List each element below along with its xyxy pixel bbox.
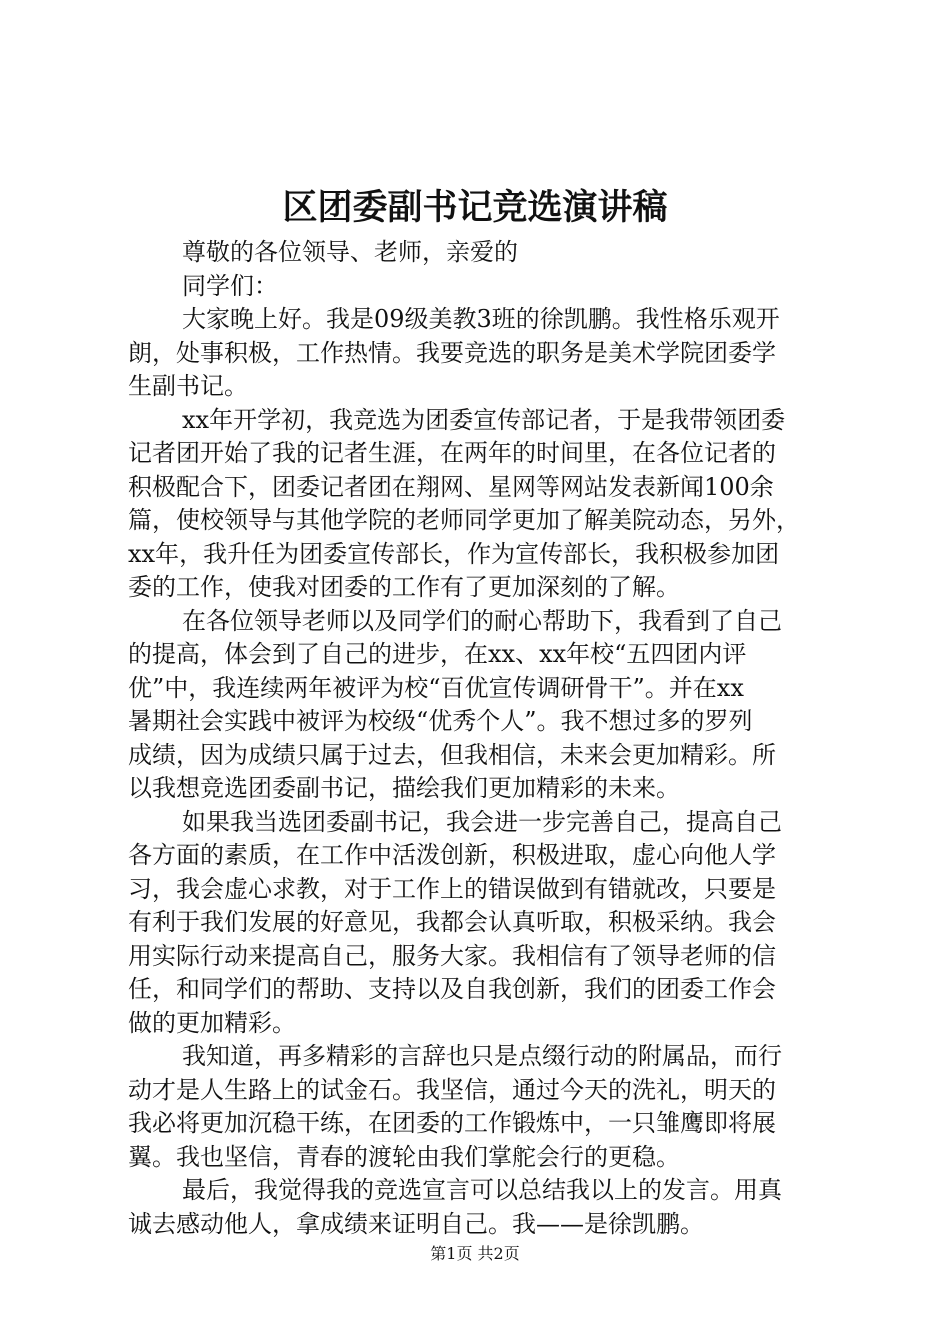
- paragraph-line: 篇，使校领导与其他学院的老师同学更加了解美院动态，另外，: [128, 506, 800, 534]
- paragraph-line: 的提高，体会到了自己的进步，在xx、xx年校“五四团内评: [128, 640, 747, 668]
- salutation-line: 同学们：: [182, 271, 278, 300]
- paragraph-line: 大家晚上好。我是09级美教3班的徐凯鹏。我性格乐观开: [182, 305, 780, 333]
- paragraph-line: 暑期社会实践中被评为校级“优秀个人”。我不想过多的罗列: [128, 707, 753, 735]
- salutation-line: 尊敬的各位领导、老师，亲爱的: [182, 238, 518, 266]
- document-title: 区团委副书记竞选演讲稿: [282, 187, 668, 228]
- paragraph-line: 如果我当选团委副书记，我会进一步完善自己，提高自己: [182, 807, 782, 836]
- page-footer: 第1页 共2页: [430, 1244, 520, 1263]
- paragraph-line: 在各位领导老师以及同学们的耐心帮助下，我看到了自己: [182, 606, 782, 635]
- paragraph-line: 有利于我们发展的好意见，我都会认真听取，积极采纳。我会: [128, 908, 776, 936]
- paragraph-line: 做的更加精彩。: [128, 1008, 296, 1037]
- paragraph-line: 任，和同学们的帮助、支持以及自我创新，我们的团委工作会: [128, 975, 776, 1003]
- paragraph-line: 记者团开始了我的记者生涯，在两年的时间里，在各位记者的: [128, 439, 776, 467]
- document-body: [128, 236, 834, 1241]
- paragraph-line: 翼。我也坚信，青春的渡轮由我们掌舵会行的更稳。: [128, 1142, 680, 1171]
- paragraph-line: 习，我会虚心求教，对于工作上的错误做到有错就改，只要是: [128, 874, 776, 903]
- paragraph-line: 最后，我觉得我的竞选宣言可以总结我以上的发言。用真: [182, 1176, 782, 1204]
- paragraph-line: 我知道，再多精彩的言辞也只是点缀行动的附属品，而行: [182, 1042, 782, 1070]
- paragraph-line: 生副书记。: [128, 372, 248, 400]
- paragraph-line: 以我想竞选团委副书记，描绘我们更加精彩的未来。: [128, 774, 680, 802]
- paragraph-line: 委的工作，使我对团委的工作有了更加深刻的了解。: [128, 573, 680, 601]
- paragraph-line: 我必将更加沉稳干练，在团委的工作锻炼中，一只雏鹰即将展: [128, 1109, 776, 1137]
- paragraph-line: 诚去感动他人，拿成绩来证明自己。我——是徐凯鹏。: [128, 1209, 704, 1238]
- paragraph-line: xx年开学初，我竞选为团委宣传部记者，于是我带领团委: [182, 405, 786, 434]
- paragraph-line: 成绩，因为成绩只属于过去，但我相信，未来会更加精彩。所: [128, 740, 776, 769]
- paragraph-line: 用实际行动来提高自己，服务大家。我相信有了领导老师的信: [128, 941, 776, 970]
- paragraph-line: 优”中，我连续两年被评为校“百优宣传调研骨干”。并在xx: [128, 673, 744, 702]
- paragraph-line: xx年，我升任为团委宣传部长，作为宣传部长，我积极参加团: [128, 539, 780, 568]
- paragraph-line: 积极配合下，团委记者团在翔网、星网等网站发表新闻100余: [128, 472, 774, 501]
- paragraph-line: 动才是人生路上的试金石。我坚信，通过今天的洗礼，明天的: [128, 1075, 776, 1104]
- paragraph-line: 朗，处事积极，工作热情。我要竞选的职务是美术学院团委学: [128, 338, 776, 367]
- paragraph-line: 各方面的素质，在工作中活泼创新，积极进取，虚心向他人学: [128, 841, 776, 869]
